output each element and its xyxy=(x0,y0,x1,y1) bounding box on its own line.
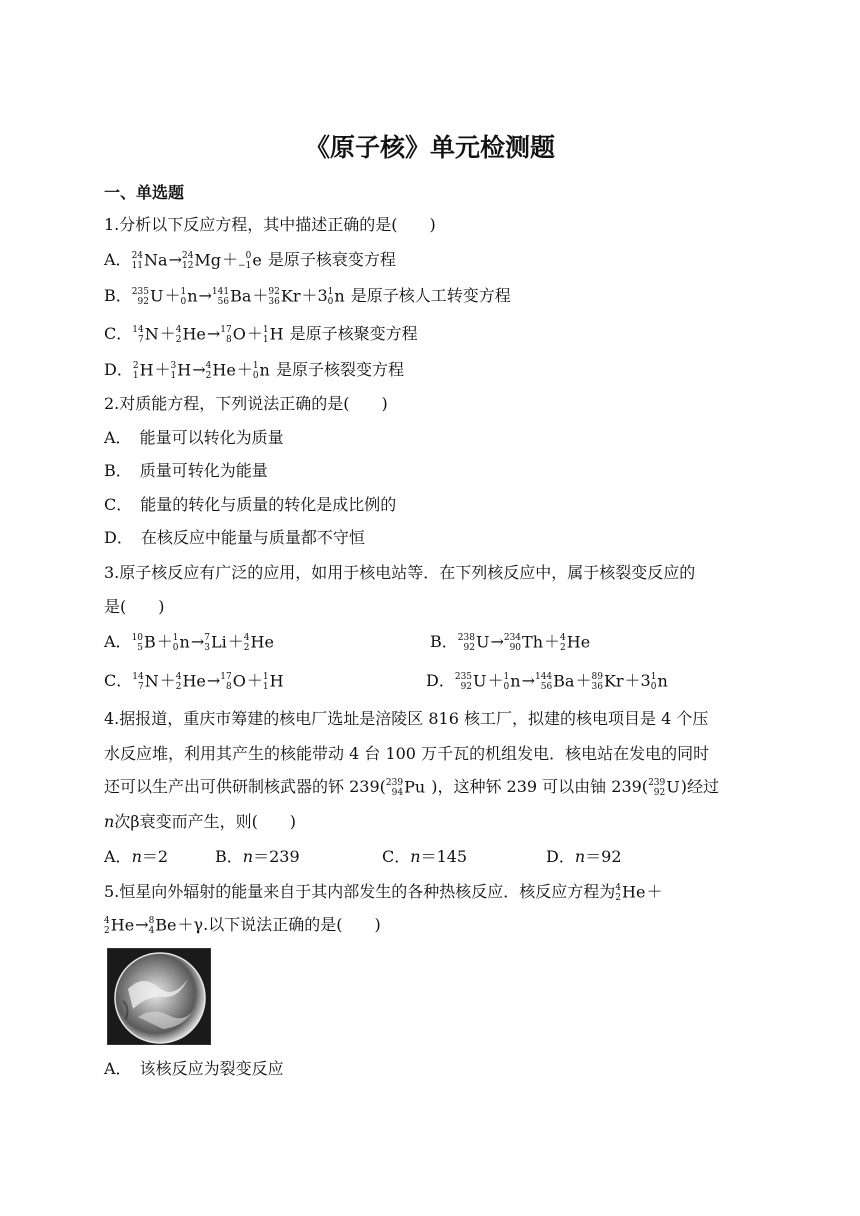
q4-stem-line3: 还可以生产出可供研制核武器的钚 239( 239 94 Pu )，这种钚 239 可以由铀 239( 239 92 U)经过 xyxy=(104,777,719,798)
nuclide-h: 1 1 H xyxy=(262,671,284,692)
nuclide-n: 1 0 n xyxy=(503,671,521,692)
operator: ＋ xyxy=(164,286,181,305)
q4-stem-line1: 4.据报道，重庆市筹建的核电厂选址是涪陵区 816 核工厂，拟建的核电项目是 4 个压 xyxy=(104,709,709,728)
nuclide-h: 3 1 H xyxy=(170,360,192,381)
nuclide-h: 1 1 H xyxy=(262,324,284,345)
nuclide-n: 1 0 n xyxy=(327,286,345,307)
nuclide-n: 14 7 N xyxy=(132,671,159,692)
nuclide-he: 4 2 He xyxy=(560,632,591,653)
nuclide-h: 2 1 H xyxy=(132,360,154,381)
operator: ＋ xyxy=(236,360,253,379)
nuclide-li: 7 3 Li xyxy=(204,632,227,653)
q3-option-d: D． 235 92 U＋ 1 0 n→ 144 56 Ba＋ 89 36 Kr＋3 1 0 n xyxy=(426,671,668,692)
nuclide-ba: 144 56 Ba xyxy=(534,671,575,692)
operator: ＋ xyxy=(646,882,663,901)
nuclide-he: 4 2 He xyxy=(243,632,274,653)
nuclide-pu: 239 94 Pu xyxy=(385,777,426,798)
operator: ＋ xyxy=(159,324,176,343)
nuclide-he: 4 2 He xyxy=(615,882,646,903)
nuclide-n: 1 0 n xyxy=(650,671,668,692)
q1-option-b: B． 235 92 U＋ 1 0 n→ 141 56 Ba＋ 92 36 Kr＋3 1 0 n 是原子核人工转变方程 xyxy=(104,286,511,307)
q3-stem-line2: 是( ) xyxy=(104,597,165,616)
operator: ＋ xyxy=(246,671,263,690)
operator: → xyxy=(521,671,535,690)
nuclide-o: 17 8 O xyxy=(220,671,246,692)
exam-title: 《原子核》单元检测题 xyxy=(304,133,555,162)
nuclide-n: 14 7 N xyxy=(132,324,159,345)
q4-option-a: A．n＝2 xyxy=(104,847,169,866)
q2-stem: 2.对质能方程，下列说法正确的是( ) xyxy=(104,394,388,413)
operator: → xyxy=(490,632,504,651)
nuclide-kr: 89 36 Kr xyxy=(591,671,624,692)
nuclide-na: 24 11 Na xyxy=(131,250,168,271)
q5-stem-line2: 4 2 He→ 8 4 Be＋γ.以下说法正确的是( ) xyxy=(104,915,381,936)
operator: ＋3 xyxy=(624,671,651,690)
nuclide-he: 4 2 He xyxy=(175,671,206,692)
operator: ＋γ xyxy=(177,915,204,934)
nuclide-n: 1 0 n xyxy=(172,632,190,653)
q1-option-a: A． 24 11 Na→ 24 12 Mg＋ 0 −1 e 是原子核衰变方程 xyxy=(104,250,396,271)
operator: ＋ xyxy=(246,324,263,343)
nuclide-b: 10 5 B xyxy=(131,632,156,653)
nuclide-u: 235 92 U xyxy=(131,286,164,307)
nuclide-th: 234 90 Th xyxy=(503,632,544,653)
nuclide-o: 17 8 O xyxy=(220,324,246,345)
nuclide-e: 0 −1 e xyxy=(238,250,262,271)
q2-option-b: B． 质量可转化为能量 xyxy=(104,461,268,480)
nuclide-kr: 92 36 Kr xyxy=(268,286,301,307)
operator: → xyxy=(192,360,206,379)
operator: → xyxy=(206,671,221,690)
nuclide-he: 4 2 He xyxy=(175,324,206,345)
operator: ＋ xyxy=(154,360,171,379)
q1-stem: 1.分析以下反应方程，其中描述正确的是( ) xyxy=(104,215,436,234)
nuclide-n: 1 0 n xyxy=(180,286,198,307)
q1-option-d: D． 2 1 H＋ 3 1 H→ 4 2 He＋ 1 0 n 是原子核裂变方程 xyxy=(104,360,404,381)
q3-option-c: C． 14 7 N＋ 4 2 He→ 17 8 O＋ 1 1 H xyxy=(104,671,284,692)
q3-option-a: A． 10 5 B＋ 1 0 n→ 7 3 Li＋ 4 2 He xyxy=(104,632,274,653)
q4-stem-line2: 水反应堆，利用其产生的核能带动 4 台 100 万千瓦的机组发电．核电站在发电的同时 xyxy=(104,744,710,763)
nuclide-n: 1 0 n xyxy=(252,360,270,381)
star-photo xyxy=(107,948,211,1045)
q2-option-a: A． 能量可以转化为质量 xyxy=(104,428,284,447)
operator: ＋ xyxy=(227,632,244,651)
operator: → xyxy=(198,286,212,305)
q4-option-d: D．n＝92 xyxy=(546,847,622,866)
q4-stem-line4: n次β衰变而产生，则( ) xyxy=(104,812,297,831)
operator: → xyxy=(135,915,149,934)
operator: ＋ xyxy=(544,632,561,651)
operator: ＋ xyxy=(575,671,592,690)
operator: ＋ xyxy=(156,632,173,651)
q2-option-d: D． 在核反应中能量与质量都不守恒 xyxy=(104,528,365,547)
q1-option-c: C． 14 7 N＋ 4 2 He→ 17 8 O＋ 1 1 H 是原子核聚变方程 xyxy=(104,324,418,345)
operator: ＋ xyxy=(252,286,269,305)
operator: ＋ xyxy=(159,671,176,690)
nuclide-mg: 24 12 Mg xyxy=(181,250,222,271)
q5-option-a: A． 该核反应为裂变反应 xyxy=(104,1059,284,1078)
q4-option-b: B．n＝239 xyxy=(215,847,300,866)
operator: → xyxy=(190,632,205,651)
nuclide-u: 238 92 U xyxy=(457,632,490,653)
q4-option-c: C．n＝145 xyxy=(382,847,468,866)
nuclide-he: 4 2 He xyxy=(104,915,135,936)
nuclide-ba: 141 56 Ba xyxy=(211,286,252,307)
section-heading: 一、单选题 xyxy=(104,183,185,202)
nuclide-he: 4 2 He xyxy=(205,360,236,381)
nuclide-u: 239 92 U xyxy=(648,777,680,798)
nuclide-be: 8 4 Be xyxy=(148,915,177,936)
q3-stem-line1: 3.原子核反应有广泛的应用，如用于核电站等．在下列核反应中，属于核裂变反应的 xyxy=(104,563,696,582)
nuclide-u: 235 92 U xyxy=(454,671,487,692)
operator: ＋ xyxy=(487,671,504,690)
operator: ＋ xyxy=(222,250,239,269)
q2-option-c: C． 能量的转化与质量的转化是成比例的 xyxy=(104,495,397,514)
q3-option-b: B． 238 92 U→ 234 90 Th＋ 4 2 He xyxy=(430,632,591,653)
operator: ＋3 xyxy=(301,286,328,305)
q5-stem-line1: 5.恒星向外辐射的能量来自于其内部发生的各种热核反应．核反应方程为 4 2 He＋ xyxy=(104,882,663,903)
operator: → xyxy=(168,250,182,269)
operator: → xyxy=(206,324,221,343)
